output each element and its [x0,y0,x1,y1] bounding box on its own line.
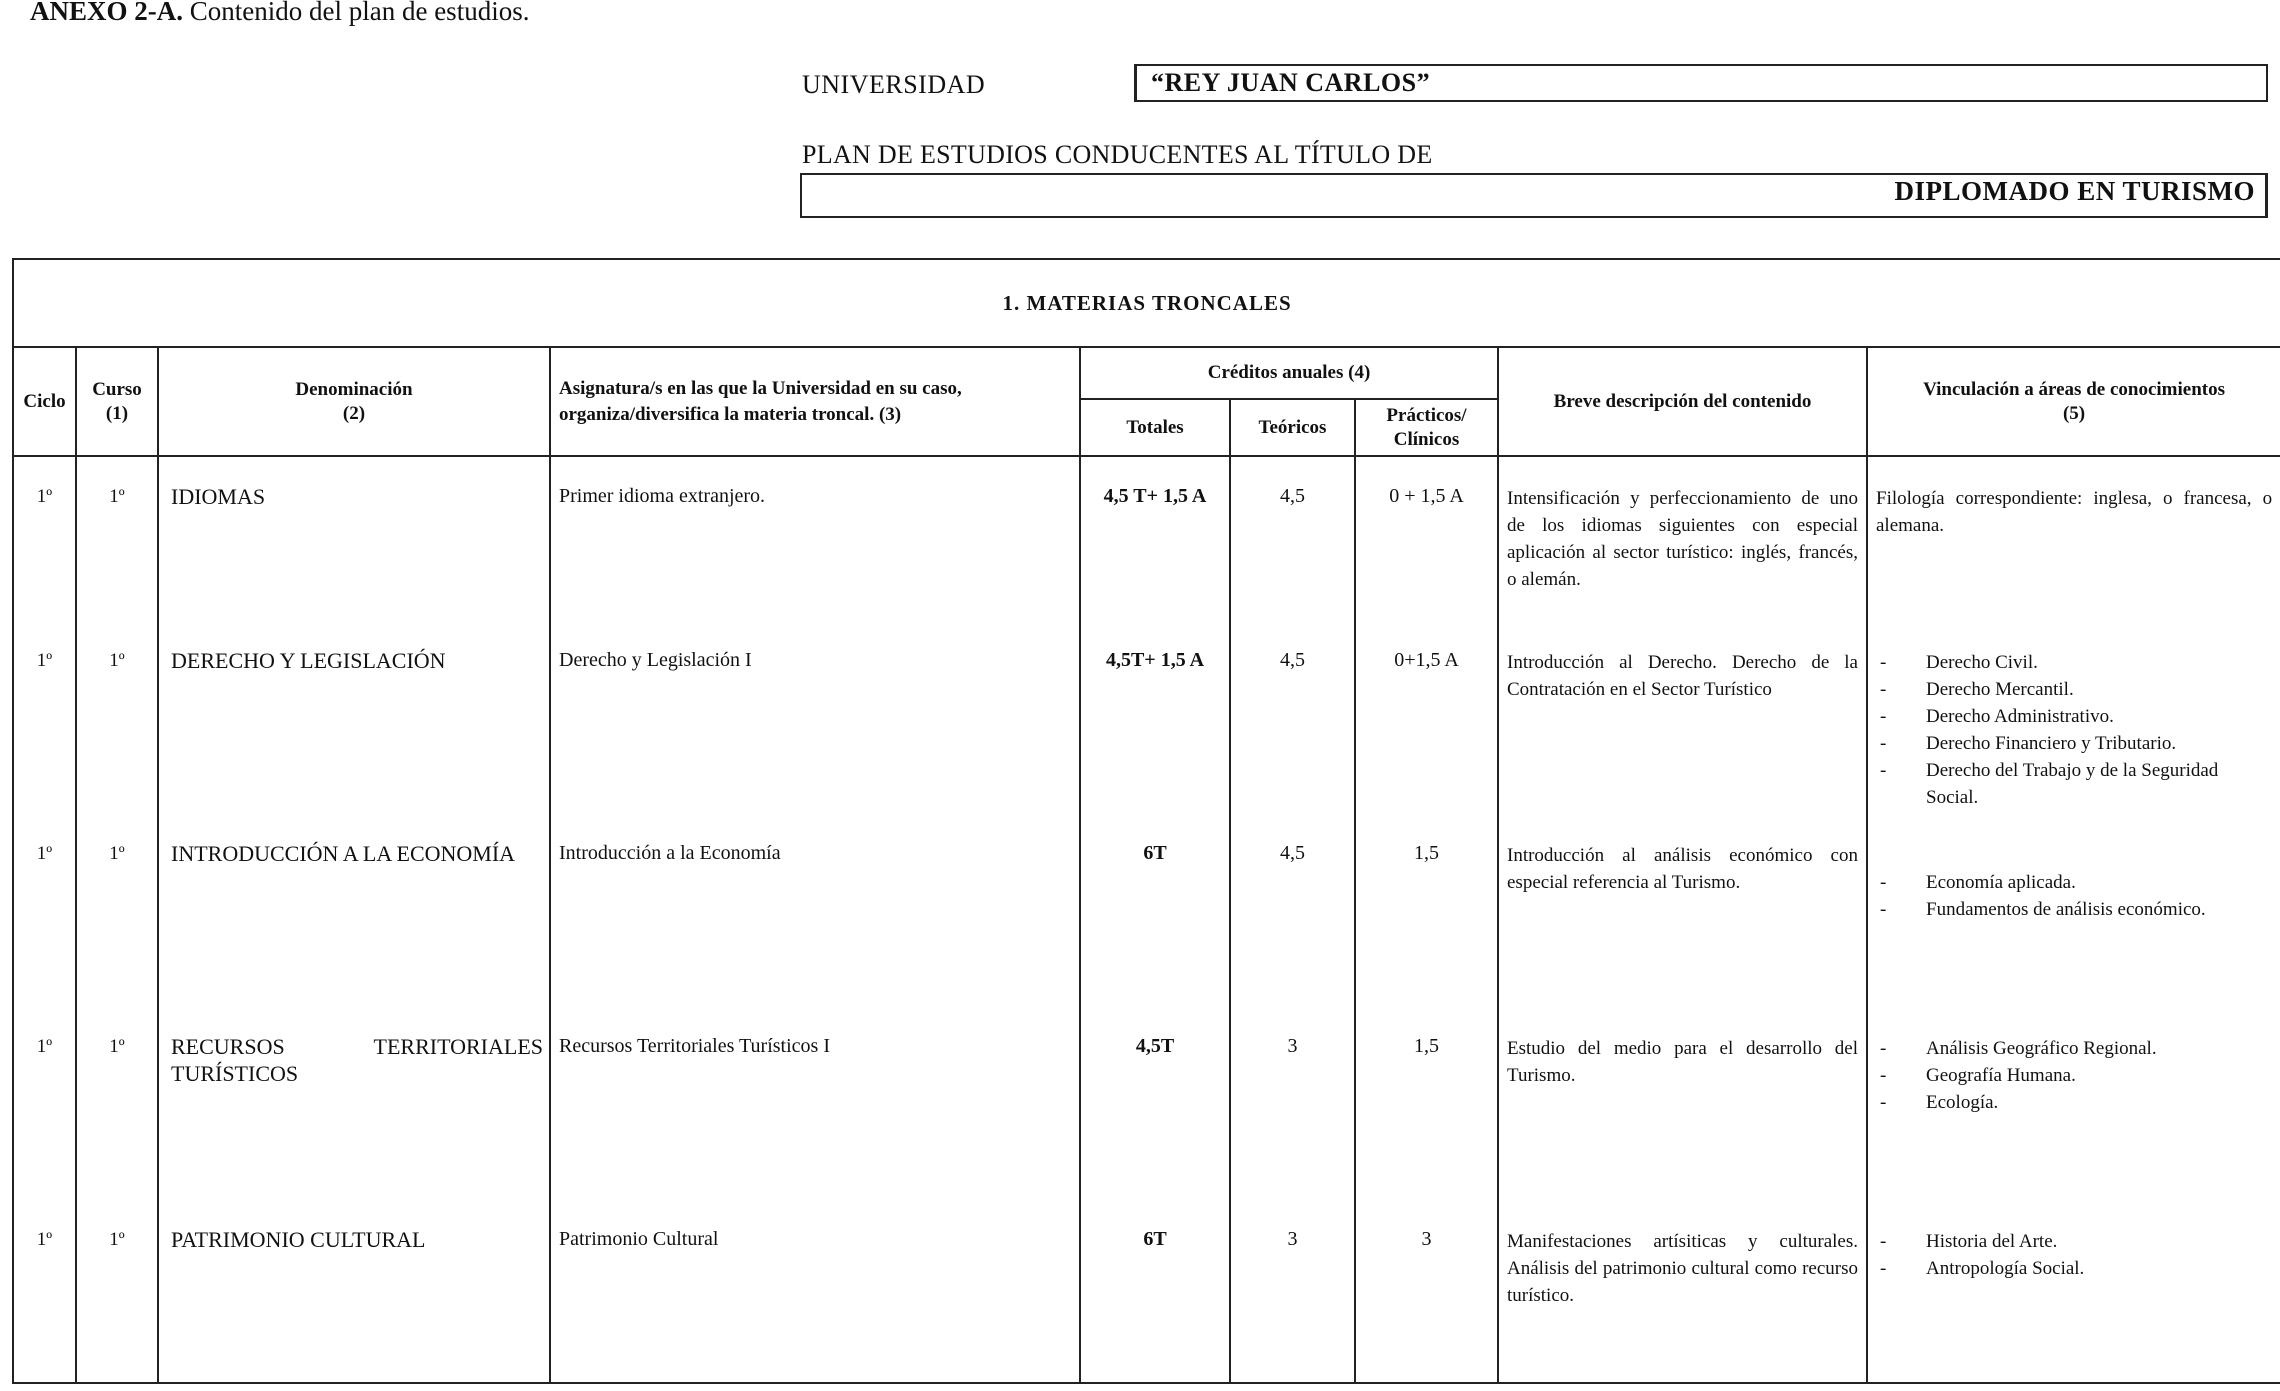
col-header-practicos-label: Prácticos/ [1386,404,1467,426]
col-header-curso [76,347,158,456]
area-list [1876,1228,2272,1282]
cell-totales: 4,5T+ 1,5 A [1080,621,1230,814]
cell-vinculacion [1867,814,2280,1007]
area-item: - Historia del Arte. [1876,1228,2272,1255]
col-header-vinculacion [1867,347,2280,456]
cell-asignatura: Derecho y Legislación I [550,621,1080,814]
cell-practicos: 0 + 1,5 A [1355,456,1498,621]
cell-totales: 4,5T [1080,1007,1230,1200]
table-row [13,621,2280,814]
cell-descripcion: Introducción al Derecho. Derecho de la Contratación en el Sector Turístico [1498,621,1867,814]
area-item: - Ecología. [1876,1089,2272,1116]
annex-subtitle: Contenido del plan de estudios. [183,0,530,26]
section-title: 1. MATERIAS TRONCALES [13,259,2280,347]
cell-totales: 6T [1080,1200,1230,1383]
table-row [13,456,2280,621]
col-header-denominacion-note: (2) [342,402,366,424]
materias-troncales-table [12,258,2280,1384]
area-list [1876,649,2272,811]
cell-descripcion: Estudio del medio para el desarrollo del Turismo. [1498,1007,1867,1200]
area-item: - Fundamentos de análisis económico. [1876,896,2272,923]
area-item: - Geografía Humana. [1876,1062,2272,1089]
col-header-curso-note: (1) [105,402,129,424]
cell-ciclo: 1º [13,1007,76,1200]
plan-label: PLAN DE ESTUDIOS CONDUCENTES AL TÍTULO DE [802,140,1433,169]
area-list [1876,869,2272,923]
cell-asignatura: Primer idioma extranjero. [550,456,1080,621]
cell-denominacion: INTRODUCCIÓN A LA ECONOMÍA [158,814,550,1007]
col-header-denominacion-label: Denominación [295,378,413,400]
annex-number: ANEXO 2-A. [30,0,183,26]
titulo-field: DIPLOMADO EN TURISMO [800,173,2268,218]
cell-practicos: 1,5 [1355,1007,1498,1200]
cell-curso: 1º [76,814,158,1007]
cell-teoricos: 3 [1230,1007,1355,1200]
cell-descripcion: Manifestaciones artísiticas y culturales. Análisis del patrimonio cultural como recurso turístico. [1498,1200,1867,1383]
cell-totales: 6T [1080,814,1230,1007]
cell-vinculacion [1867,621,2280,814]
cell-curso: 1º [76,1200,158,1383]
cell-teoricos: 4,5 [1230,621,1355,814]
cell-ciclo: 1º [13,814,76,1007]
cell-vinculacion [1867,1200,2280,1383]
cell-ciclo: 1º [13,1200,76,1383]
col-header-vinculacion-note: (5) [2062,402,2086,424]
cell-vinculacion [1867,1007,2280,1200]
cell-descripcion: Introducción al análisis económico con especial referencia al Turismo. [1498,814,1867,1007]
col-header-teoricos: Teóricos [1230,399,1355,456]
cell-ciclo: 1º [13,621,76,814]
area-item: - Economía aplicada. [1876,869,2272,896]
cell-teoricos: 4,5 [1230,814,1355,1007]
col-header-asignaturas: Asignatura/s en las que la Universidad en su caso, organiza/diversifica la materia troncal. (3) [550,347,1080,456]
col-header-curso-label: Curso [92,378,142,400]
cell-teoricos: 3 [1230,1200,1355,1383]
cell-practicos: 1,5 [1355,814,1498,1007]
col-header-clinicos-label: Clínicos [1393,428,1460,450]
cell-asignatura: Patrimonio Cultural [550,1200,1080,1383]
area-item: - Derecho Civil. [1876,649,2272,676]
area-item: - Derecho Financiero y Tributario. [1876,730,2272,757]
col-header-vinculacion-label: Vinculación a áreas de conocimientos [1923,378,2225,400]
cell-asignatura: Introducción a la Economía [550,814,1080,1007]
annex-title [30,0,529,27]
col-header-descripcion: Breve descripción del contenido [1498,347,1867,456]
col-header-denominacion [158,347,550,456]
cell-denominacion: DERECHO Y LEGISLACIÓN [158,621,550,814]
col-header-ciclo: Ciclo [13,347,76,456]
table-row [13,1007,2280,1200]
cell-curso: 1º [76,456,158,621]
cell-practicos: 3 [1355,1200,1498,1383]
area-text: Filología correspondiente: inglesa, o francesa, o alemana. [1876,488,2273,536]
universidad-label: UNIVERSIDAD [802,70,986,99]
cell-ciclo: 1º [13,456,76,621]
cell-denominacion: IDIOMAS [158,456,550,621]
area-list [1876,1035,2272,1116]
universidad-field: “REY JUAN CARLOS” [1134,64,2268,102]
cell-totales: 4,5 T+ 1,5 A [1080,456,1230,621]
cell-asignatura: Recursos Territoriales Turísticos I [550,1007,1080,1200]
cell-practicos: 0+1,5 A [1355,621,1498,814]
table-row [13,814,2280,1007]
cell-denominacion: RECURSOS TERRITORIALES TURÍSTICOS [158,1007,550,1200]
cell-curso: 1º [76,1007,158,1200]
area-item: - Análisis Geográfico Regional. [1876,1035,2272,1062]
cell-descripcion: Intensificación y perfeccionamiento de uno de los idiomas siguientes con especial aplicación al sector turístico: inglés, francés, o alemán. [1498,456,1867,621]
cell-curso: 1º [76,621,158,814]
col-header-totales: Totales [1080,399,1230,456]
col-header-creditos: Créditos anuales (4) [1080,347,1498,399]
area-item: - Derecho Administrativo. [1876,703,2272,730]
cell-teoricos: 4,5 [1230,456,1355,621]
area-item: - Derecho del Trabajo y de la Seguridad Social. [1876,757,2272,811]
area-item: - Antropología Social. [1876,1255,2272,1282]
col-header-practicos [1355,399,1498,456]
area-item: - Derecho Mercantil. [1876,676,2272,703]
cell-vinculacion [1867,456,2280,621]
table-row [13,1200,2280,1383]
cell-denominacion: PATRIMONIO CULTURAL [158,1200,550,1383]
